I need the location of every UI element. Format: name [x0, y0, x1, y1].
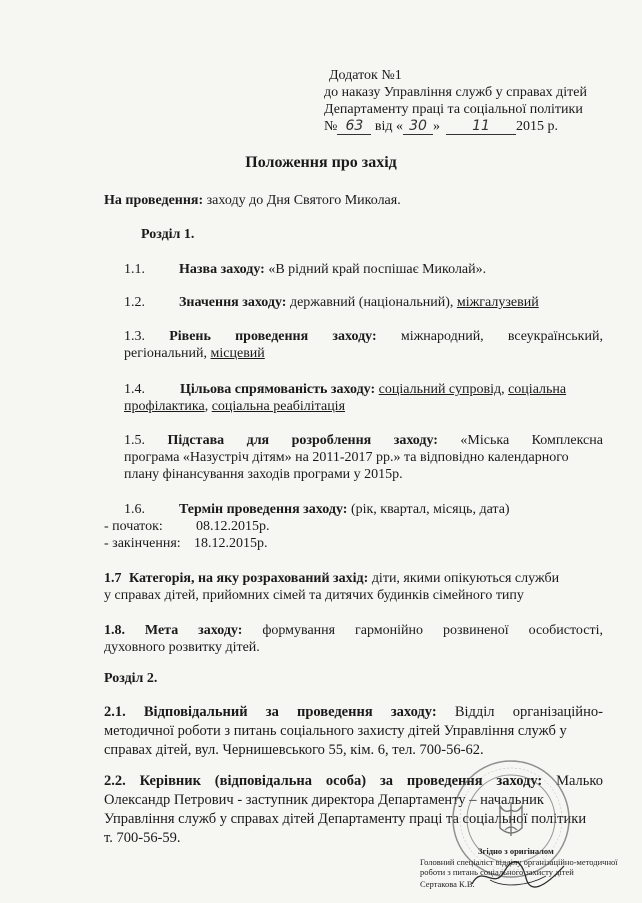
item-1-7-line-2: у справах дітей, прийомних сімей та дитячих будинків сімейного типу — [104, 588, 524, 603]
certification-line-3: роботи з питань соціального захисту дітей — [420, 867, 574, 877]
item-2-1-word: Відповідальний — [143, 704, 248, 720]
appendix-number: Додаток №1 — [329, 68, 402, 83]
item-2-2-line-3: Управління служб у справах дітей Департаменту праці та соціальної політики — [104, 811, 587, 827]
item-2-2-line-2: Олександр Петрович - заступник директора Департаменту – начальник — [104, 792, 544, 808]
number-prefix: № — [324, 119, 338, 134]
item-2-2-word: особа) — [325, 773, 367, 789]
item-1-5-word: «Міська — [460, 433, 510, 448]
item-2-1-word: за — [265, 704, 279, 720]
end-date-label: - закінчення: — [104, 536, 181, 551]
item-2-2-word: за — [379, 773, 394, 789]
item-1-6-number: 1.6. — [124, 502, 145, 517]
item-1-5-word: Комплексна — [531, 433, 603, 448]
intro-line — [104, 192, 401, 210]
item-1-8-word: заходу: — [198, 623, 243, 638]
intro-label: На проведення: — [104, 193, 204, 208]
item-1-8-word: розвиненої — [442, 623, 509, 638]
date-day-field — [403, 119, 433, 135]
item-2-2-line-4: т. 700-56-59. — [104, 830, 181, 846]
item-1-6-content — [179, 501, 510, 519]
item-1-7-text: діти, якими опікуються служби — [371, 571, 560, 586]
item-1-4-label: Цільова спрямованість заходу: — [180, 382, 376, 397]
item-1-5-word: заходу: — [393, 433, 438, 448]
item-1-3-word: Рівень — [169, 329, 211, 344]
item-2-1-word: проведення — [296, 704, 373, 720]
item-1-4-focus-2: соціальна — [508, 382, 567, 397]
item-1-1-label: Назва заходу: — [179, 262, 265, 277]
item-2-2-word: проведення — [406, 773, 483, 789]
date-day-value: 30 — [409, 118, 427, 134]
item-2-1-word: 2.1. — [104, 704, 126, 720]
item-2-1-line-1 — [104, 703, 603, 722]
item-1-4-focus-3: профілактика — [124, 399, 205, 414]
item-1-4-separator: , — [204, 399, 209, 414]
intro-text: заходу до Дня Святого Миколая. — [206, 193, 401, 208]
item-2-1-line-3: справах дітей, вул. Чернишевського 55, кім. 6, тел. 700-56-62. — [104, 742, 484, 758]
item-1-5-line-1 — [124, 432, 603, 450]
item-1-3-word: всеукраїнський, — [507, 329, 603, 344]
date-month-field — [446, 119, 516, 135]
date-year: 2015 р. — [515, 119, 558, 134]
item-1-8-word: формування — [262, 623, 336, 638]
item-1-1-content — [179, 261, 486, 279]
item-1-7-line-1 — [104, 570, 559, 588]
item-1-8-line-2: духовного розвитку дітей. — [104, 640, 260, 655]
item-1-8-word: особистості, — [528, 623, 603, 638]
item-1-7-number: 1.7 — [104, 571, 122, 586]
item-2-1-word: Відділ — [454, 704, 495, 720]
item-1-8-word: Мета — [144, 623, 179, 638]
item-1-6-label: Термін проведення заходу: — [179, 502, 348, 517]
date-mid: » — [432, 119, 440, 134]
order-number-value: 63 — [345, 118, 364, 134]
end-date-value: 18.12.2015р. — [194, 536, 268, 551]
department-name: Департаменту праці та соціальної політики — [324, 102, 583, 117]
date-prefix: від « — [374, 119, 403, 134]
order-number-line — [324, 118, 558, 136]
item-1-3-line-2 — [124, 345, 265, 363]
item-1-5-line-3: плану фінансування заходів програми у 2015р. — [124, 467, 403, 482]
item-1-5-line-2: програма «Назустріч дітям» на 2011-2017 рр.» та відповідно календарного — [124, 450, 569, 465]
item-1-2-label: Значення заходу: — [179, 295, 287, 310]
item-2-1-word: заходу: — [390, 704, 437, 720]
start-date-value: 08.12.2015р. — [196, 519, 270, 534]
item-1-6-text: (рік, квартал, місяць, дата) — [350, 502, 510, 517]
item-1-3-underlined: місцевий — [210, 346, 265, 361]
item-1-3-text: регіональний, — [124, 346, 208, 361]
item-1-8-word: гармонійно — [355, 623, 424, 638]
item-1-3-line-1 — [124, 328, 603, 346]
item-1-7-label: Категорія, на яку розрахований захід: — [129, 571, 369, 586]
item-1-4-number: 1.4. — [124, 382, 145, 397]
order-reference: до наказу Управління служб у справах дітей — [324, 85, 588, 100]
item-2-1-line-2: методичної роботи з питань соціального захисту дітей Управління служб у — [104, 723, 567, 739]
item-2-2-word: Малько — [556, 773, 603, 789]
item-1-2-content — [179, 294, 539, 312]
certification-line-2: Головний спеціаліст відділу організаційно-методичної — [420, 857, 618, 867]
certification-line-4: Сертакова К.В. — [420, 879, 475, 889]
item-1-4-focus-1: соціальний супровід — [378, 382, 502, 397]
item-2-1-word: організаційно- — [512, 704, 603, 720]
item-1-2-text: державний (національний), — [289, 295, 454, 310]
item-1-5-word: розроблення — [291, 433, 372, 448]
document-title: Положення про захід — [245, 154, 397, 171]
item-2-2-word: заходу: — [496, 773, 543, 789]
item-1-5-number: 1.5. — [124, 433, 145, 448]
section-1-heading: Розділ 1. — [141, 227, 195, 242]
item-1-3-word: міжнародний, — [400, 329, 484, 344]
item-1-8-number: 1.8. — [104, 623, 125, 638]
order-number-field — [337, 119, 371, 135]
item-1-4-focus-4: соціальна реабілітація — [211, 399, 346, 414]
item-1-5-word: для — [246, 433, 270, 448]
section-2-heading: Розділ 2. — [104, 671, 158, 686]
item-2-2-word: 2.2. — [104, 773, 126, 789]
start-date-label: - початок: — [104, 519, 163, 534]
date-month-value: 11 — [472, 118, 490, 134]
item-1-3-number: 1.3. — [124, 329, 145, 344]
item-1-2-number: 1.2. — [124, 295, 145, 310]
certification-line-1: Згідно з оригіналом — [478, 846, 554, 856]
item-2-2-word: (відповідальна — [214, 773, 313, 789]
item-1-4-separator: , — [501, 382, 505, 397]
trident-emblem-icon — [500, 802, 522, 836]
item-1-5-word: Підстава — [167, 433, 225, 448]
item-1-4-line-2 — [124, 398, 345, 416]
item-2-2-word: Керівник — [139, 773, 201, 789]
item-1-2-underlined: міжгалузевий — [456, 295, 539, 310]
item-1-3-word: заходу: — [332, 329, 377, 344]
item-1-1-number: 1.1. — [124, 262, 145, 277]
item-1-3-word: проведення — [235, 329, 309, 344]
item-1-4-line-1 — [180, 381, 566, 399]
item-1-1-text: «В рідний край поспішає Миколай». — [268, 262, 487, 277]
item-1-8-line-1 — [104, 622, 603, 640]
